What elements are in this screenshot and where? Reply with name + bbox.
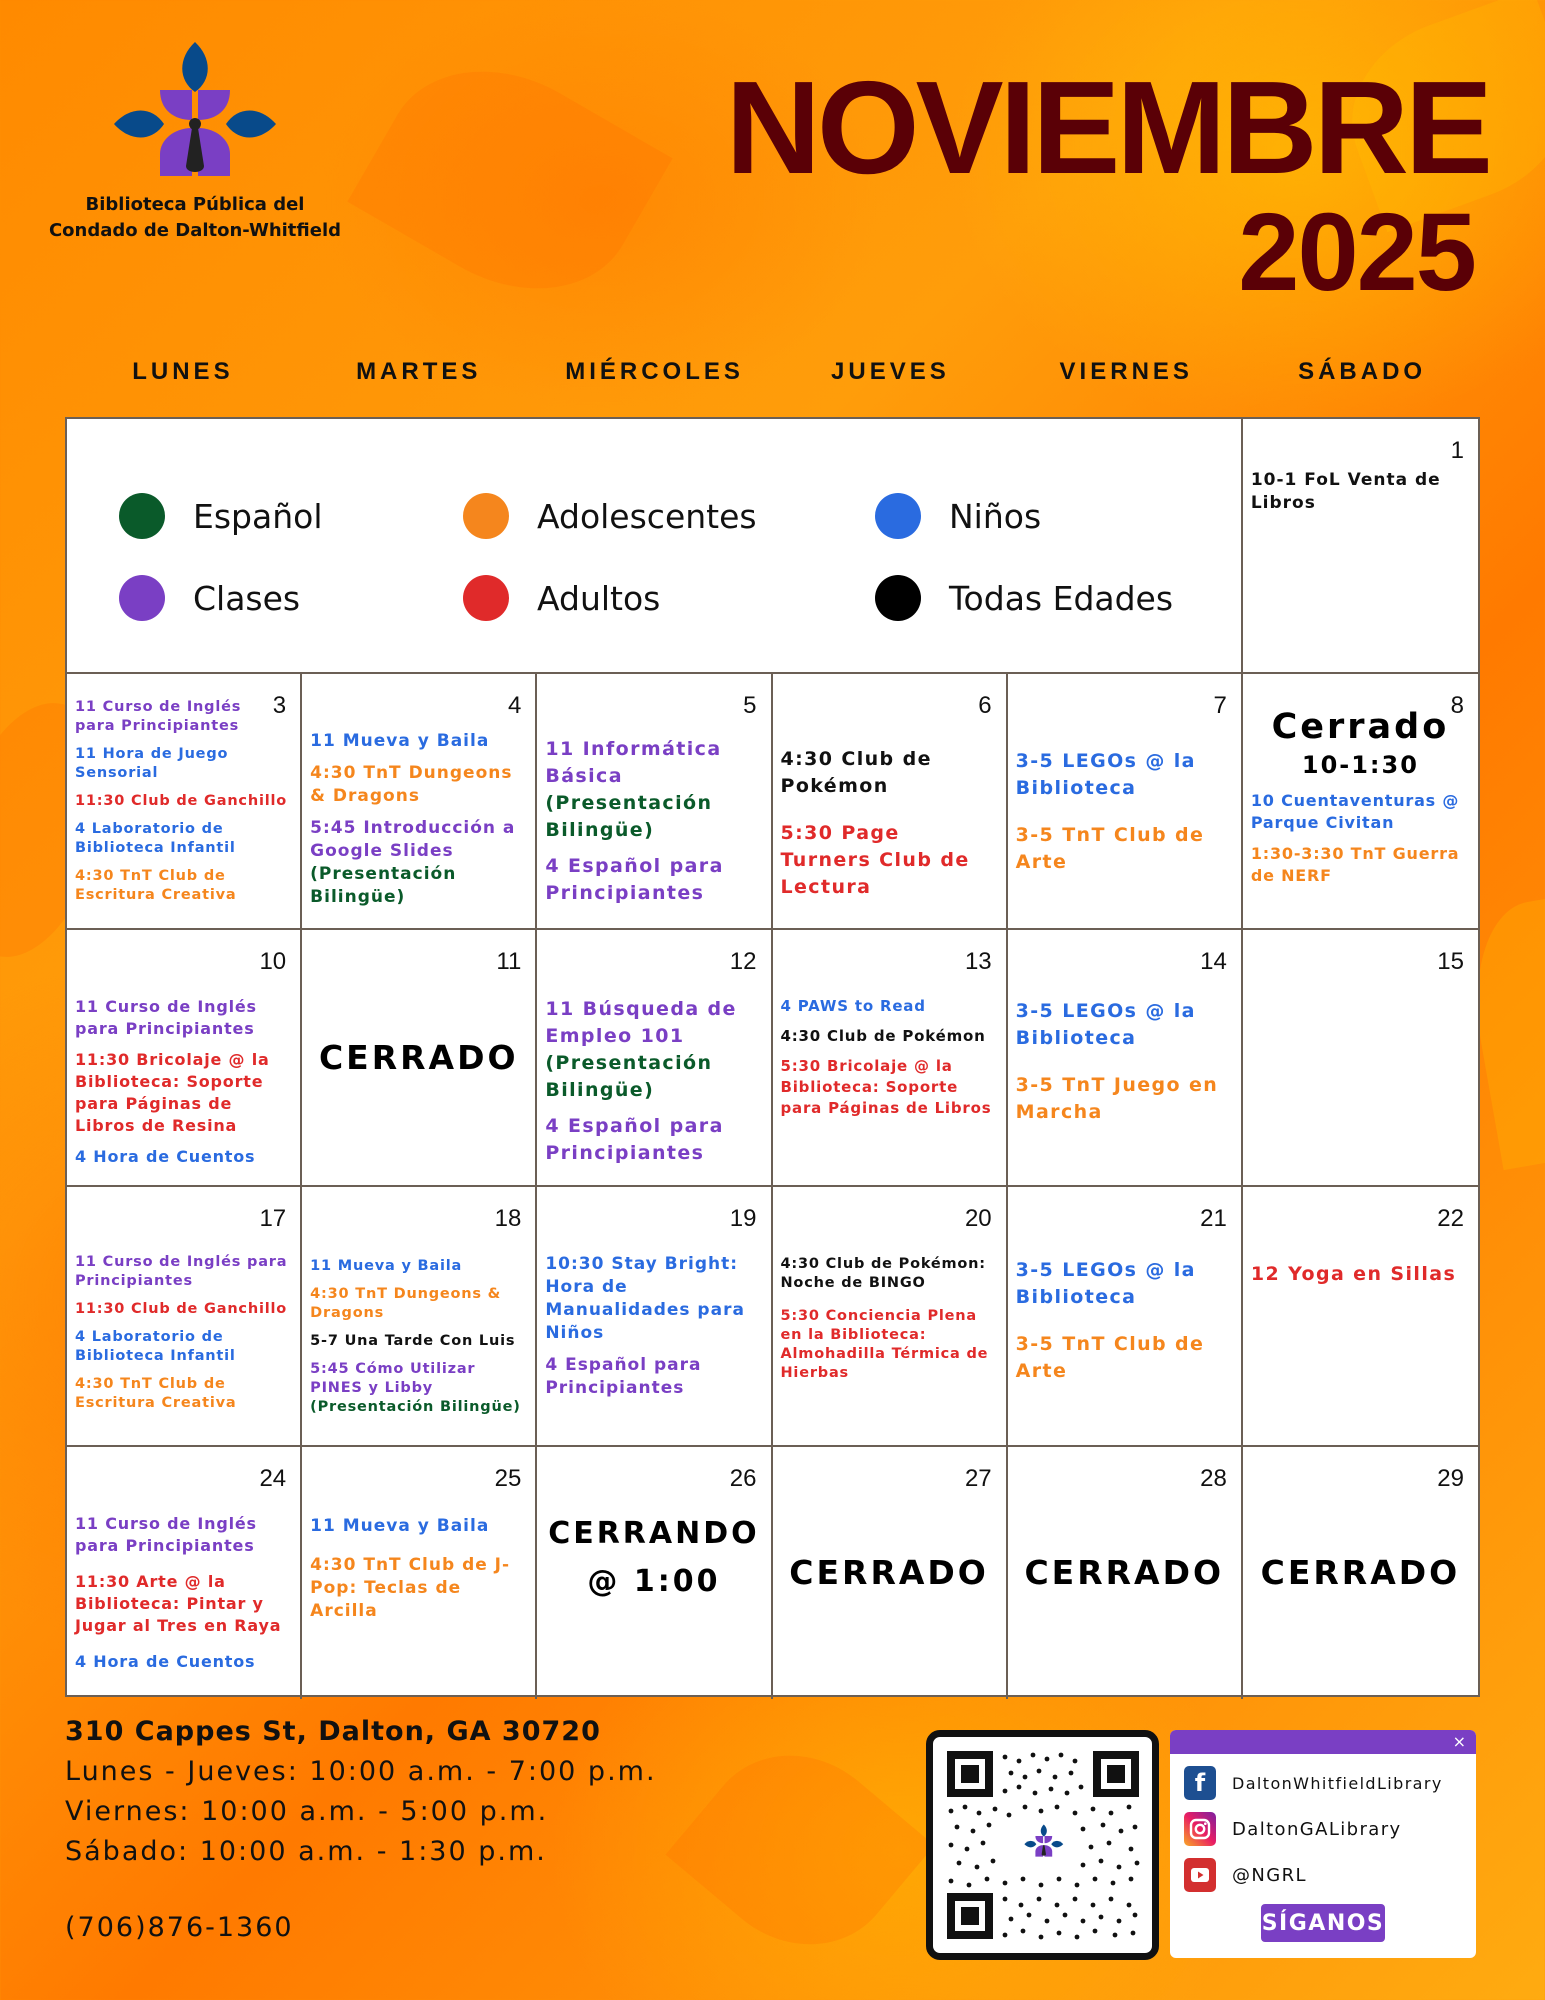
social-instagram[interactable] (1170, 1806, 1476, 1852)
day-cell-7 (1008, 674, 1243, 930)
day-cell-5 (537, 674, 772, 930)
event: 4 Español para Principiantes (545, 1355, 702, 1398)
day-number: 10 (259, 948, 287, 975)
event-title: 11 Búsqueda de Empleo 101 (545, 998, 737, 1047)
closed-label: CERRADO (318, 1037, 519, 1077)
day-number: 7 (1213, 692, 1227, 719)
event: 3-5 TnT Club de Arte (1015, 824, 1205, 873)
instagram-icon (1184, 1812, 1216, 1846)
hours-friday: Viernes: 10:00 a.m. - 5:00 p.m. (65, 1796, 549, 1827)
legend-item-ninos (875, 475, 1241, 557)
hours-weekdays: Lunes - Jueves: 10:00 a.m. - 7:00 p.m. (65, 1756, 657, 1787)
day-number: 6 (978, 692, 992, 719)
event: 12 Yoga en Sillas (1250, 1263, 1457, 1285)
event: 5-7 Una Tarde Con Luis (310, 1333, 516, 1349)
day-number: 5 (743, 692, 757, 719)
day-cell-25 (302, 1447, 537, 1699)
event-bilingual-note: (Presentación Bilingüe) (545, 1052, 713, 1101)
leaf-decoration (347, 28, 672, 331)
day-number: 18 (494, 1205, 522, 1232)
day-cell-1 (1243, 419, 1478, 674)
social-card-titlebar (1170, 1730, 1476, 1754)
event: 11 Mueva y Baila (310, 1516, 490, 1536)
event: 11 Curso de Inglés para Principiantes (75, 1514, 257, 1555)
event-title: 11 Informática Básica (545, 738, 722, 787)
weekday-sabado: SÁBADO (1298, 358, 1427, 385)
legend-label: Todas Edades (949, 578, 1174, 618)
event: 4 Laboratorio de Biblioteca Infantil (75, 1329, 236, 1364)
closed-label: CERRADO (789, 1553, 989, 1592)
event: 4:30 Club de Pokémon: Noche de BINGO (780, 1256, 986, 1291)
day-number: 27 (964, 1465, 992, 1492)
day-cell-19 (537, 1187, 772, 1447)
event: 5:30 Page Turners Club de Lectura (780, 822, 970, 898)
day-cell-20 (773, 1187, 1008, 1447)
youtube-icon (1184, 1858, 1216, 1892)
day-cell-27 (773, 1447, 1008, 1699)
day-cell-17 (67, 1187, 302, 1447)
dot-icon (119, 575, 165, 621)
day-cell-28 (1008, 1447, 1243, 1699)
event: 4 Hora de Cuentos (75, 1652, 256, 1671)
event: 10-1 FoL Venta de Libros (1250, 470, 1441, 513)
closed-label: Cerrado (1271, 707, 1450, 747)
day-cell-22 (1243, 1187, 1478, 1447)
day-number: 21 (1200, 1205, 1227, 1232)
weekday-miercoles: MIÉRCOLES (565, 358, 744, 385)
event: 11:30 Bricolaje @ la Biblioteca: Soporte para Páginas de Libros de Resina (75, 1050, 270, 1135)
event: 4 Hora de Cuentos (75, 1147, 256, 1166)
event (310, 1360, 527, 1417)
day-cell-6 (773, 674, 1008, 930)
day-number: 8 (1450, 692, 1464, 719)
day-number: 14 (1200, 948, 1227, 975)
event: 3-5 TnT Juego en Marcha (1015, 1074, 1219, 1123)
event: 4:30 TnT Club de Escritura Creativa (75, 1376, 237, 1411)
day-number: 13 (964, 948, 992, 975)
day-number: 26 (729, 1465, 757, 1492)
legend-label: Clases (193, 578, 301, 618)
event: 11:30 Arte @ la Biblioteca: Pintar y Jugar al Tres en Raya (75, 1572, 282, 1635)
event: 5:30 Conciencia Plena en la Biblioteca: Almohadilla Térmica de Hierbas (780, 1308, 989, 1381)
dot-icon (463, 575, 509, 621)
qr-code-icon (943, 1747, 1143, 1943)
weekday-lunes: LUNES (132, 358, 234, 385)
color-legend (67, 419, 1243, 674)
social-facebook[interactable] (1170, 1760, 1476, 1806)
event: 5:30 Bricolaje @ la Biblioteca: Soporte para Páginas de Libros (780, 1057, 992, 1117)
calendar-grid (65, 417, 1480, 1697)
legend-label: Niños (949, 496, 1042, 536)
day-cell-13 (773, 930, 1008, 1187)
phone-number: (706)876-1360 (65, 1912, 294, 1943)
event: 3-5 TnT Club de Arte (1015, 1333, 1205, 1382)
social-media-card (1170, 1730, 1476, 1958)
event: 10:30 Stay Bright: Hora de Manualidades para Niños (545, 1254, 745, 1343)
facebook-icon: f (1184, 1766, 1216, 1800)
event: 11 Curso de Inglés para Principiantes (75, 699, 242, 734)
event: 1:30-3:30 TnT Guerra de NERF (1250, 844, 1460, 885)
day-number: 25 (494, 1465, 522, 1492)
day-number: 11 (496, 948, 522, 975)
dot-icon (875, 575, 921, 621)
day-number: 15 (1437, 948, 1464, 975)
day-cell-26 (537, 1447, 772, 1699)
day-cell-24 (67, 1447, 302, 1699)
follow-us-button[interactable]: SÍGANOS (1261, 1904, 1385, 1942)
event: 4 Español para Principiantes (545, 855, 724, 904)
legend-item-adultos (463, 557, 875, 639)
weekday-header (65, 358, 1480, 386)
day-cell-21 (1008, 1187, 1243, 1447)
event: 3-5 LEGOs @ la Biblioteca (1015, 750, 1196, 799)
day-number: 22 (1437, 1205, 1464, 1232)
event-bilingual-note: (Presentación Bilingüe) (545, 792, 713, 841)
day-cell-3 (67, 674, 302, 930)
legend-label: Adultos (537, 578, 661, 618)
day-number: 3 (272, 692, 287, 719)
instagram-handle: DaltonGALibrary (1232, 1818, 1402, 1840)
dot-icon (875, 493, 921, 539)
event: 10 Cuentaventuras @ Parque Civitan (1250, 791, 1460, 832)
event: 11 Hora de Juego Sensorial (75, 746, 229, 781)
day-cell-15 (1243, 930, 1478, 1187)
event: 3-5 LEGOs @ la Biblioteca (1015, 1000, 1196, 1049)
event (545, 996, 762, 1104)
close-icon[interactable]: × (1452, 1732, 1466, 1751)
weekday-martes: MARTES (356, 358, 482, 385)
event: 4:30 Club de Pokémon (780, 748, 932, 797)
month-title: NOVIEMBRE (725, 54, 1489, 201)
legend-item-adolescentes (463, 475, 875, 557)
social-youtube[interactable] (1170, 1852, 1476, 1898)
event-title: 5:45 Introducción a Google Slides (310, 818, 516, 861)
event: 4:30 TnT Club de J-Pop: Teclas de Arcilla (310, 1555, 511, 1621)
dot-icon (119, 493, 165, 539)
event: 11:30 Club de Ganchillo (75, 1301, 288, 1317)
address: 310 Cappes St, Dalton, GA 30720 (65, 1716, 601, 1747)
weekday-jueves: JUEVES (831, 358, 950, 385)
day-cell-10 (67, 930, 302, 1187)
event: 4:30 TnT Dungeons & Dragons (310, 1286, 502, 1321)
legend-label: Español (193, 496, 323, 536)
event: 4 PAWS to Read (780, 997, 926, 1015)
day-number: 28 (1200, 1465, 1227, 1492)
event (310, 817, 527, 909)
event: 4:30 TnT Club de Escritura Creativa (75, 868, 237, 903)
day-number: 17 (259, 1205, 287, 1232)
event: 4:30 TnT Dungeons & Dragons (310, 763, 513, 806)
event: 11 Curso de Inglés para Principiantes (75, 1254, 288, 1289)
youtube-handle: @NGRL (1232, 1864, 1307, 1886)
day-cell-4 (302, 674, 537, 930)
closed-label: CERRADO (1024, 1553, 1225, 1592)
facebook-handle: DaltonWhitfieldLibrary (1232, 1773, 1443, 1793)
library-name-line1: Biblioteca Pública del (85, 194, 305, 215)
event-bilingual-note: (Presentación Bilingüe) (310, 1399, 521, 1415)
qr-code[interactable] (926, 1730, 1159, 1960)
open-hours: 10-1:30 (1301, 751, 1419, 779)
day-number: 29 (1437, 1465, 1464, 1492)
event: 11:30 Club de Ganchillo (75, 793, 288, 809)
year-title: 2025 (1238, 191, 1475, 314)
event-title: 5:45 Cómo Utilizar PINES y Libby (310, 1361, 476, 1396)
closed-label: CERRADO (1260, 1553, 1461, 1592)
event: 11 Mueva y Baila (310, 1258, 463, 1274)
day-cell-12 (537, 930, 772, 1187)
event-bilingual-note: (Presentación Bilingüe) (310, 864, 457, 907)
day-cell-8 (1243, 674, 1478, 930)
day-number: 4 (507, 692, 522, 719)
day-cell-18 (302, 1187, 537, 1447)
legend-item-clases (119, 557, 463, 639)
event: 4 Laboratorio de Biblioteca Infantil (75, 821, 236, 856)
event: 4:30 Club de Pokémon (780, 1027, 986, 1045)
closing-early-label: CERRANDO @ 1:00 (548, 1515, 760, 1599)
library-name-line2: Condado de Dalton-Whitfield (48, 220, 342, 241)
day-number: 1 (1450, 437, 1464, 464)
leaf-decoration (666, 1717, 935, 1983)
legend-item-espanol (119, 475, 463, 557)
day-cell-29 (1243, 1447, 1478, 1699)
hours-saturday: Sábado: 10:00 a.m. - 1:30 p.m. (65, 1836, 547, 1867)
library-logo (40, 36, 350, 244)
event: 11 Curso de Inglés para Principiantes (75, 997, 257, 1038)
legend-label: Adolescentes (537, 496, 757, 536)
closed-notice (1251, 706, 1470, 782)
day-cell-11 (302, 930, 537, 1187)
flower-logo-icon (100, 36, 290, 176)
day-cell-14 (1008, 930, 1243, 1187)
library-contact-info (65, 1712, 657, 1943)
weekday-viernes: VIERNES (1059, 358, 1193, 385)
event (545, 736, 762, 844)
day-number: 12 (729, 948, 757, 975)
day-number: 19 (729, 1205, 757, 1232)
day-number: 24 (259, 1465, 287, 1492)
dot-icon (463, 493, 509, 539)
event: 11 Mueva y Baila (310, 731, 490, 751)
day-number: 20 (964, 1205, 992, 1232)
legend-item-todas-edades (875, 557, 1241, 639)
event: 3-5 LEGOs @ la Biblioteca (1015, 1259, 1196, 1308)
event: 4 Español para Principiantes (545, 1115, 724, 1164)
library-name (40, 192, 350, 244)
